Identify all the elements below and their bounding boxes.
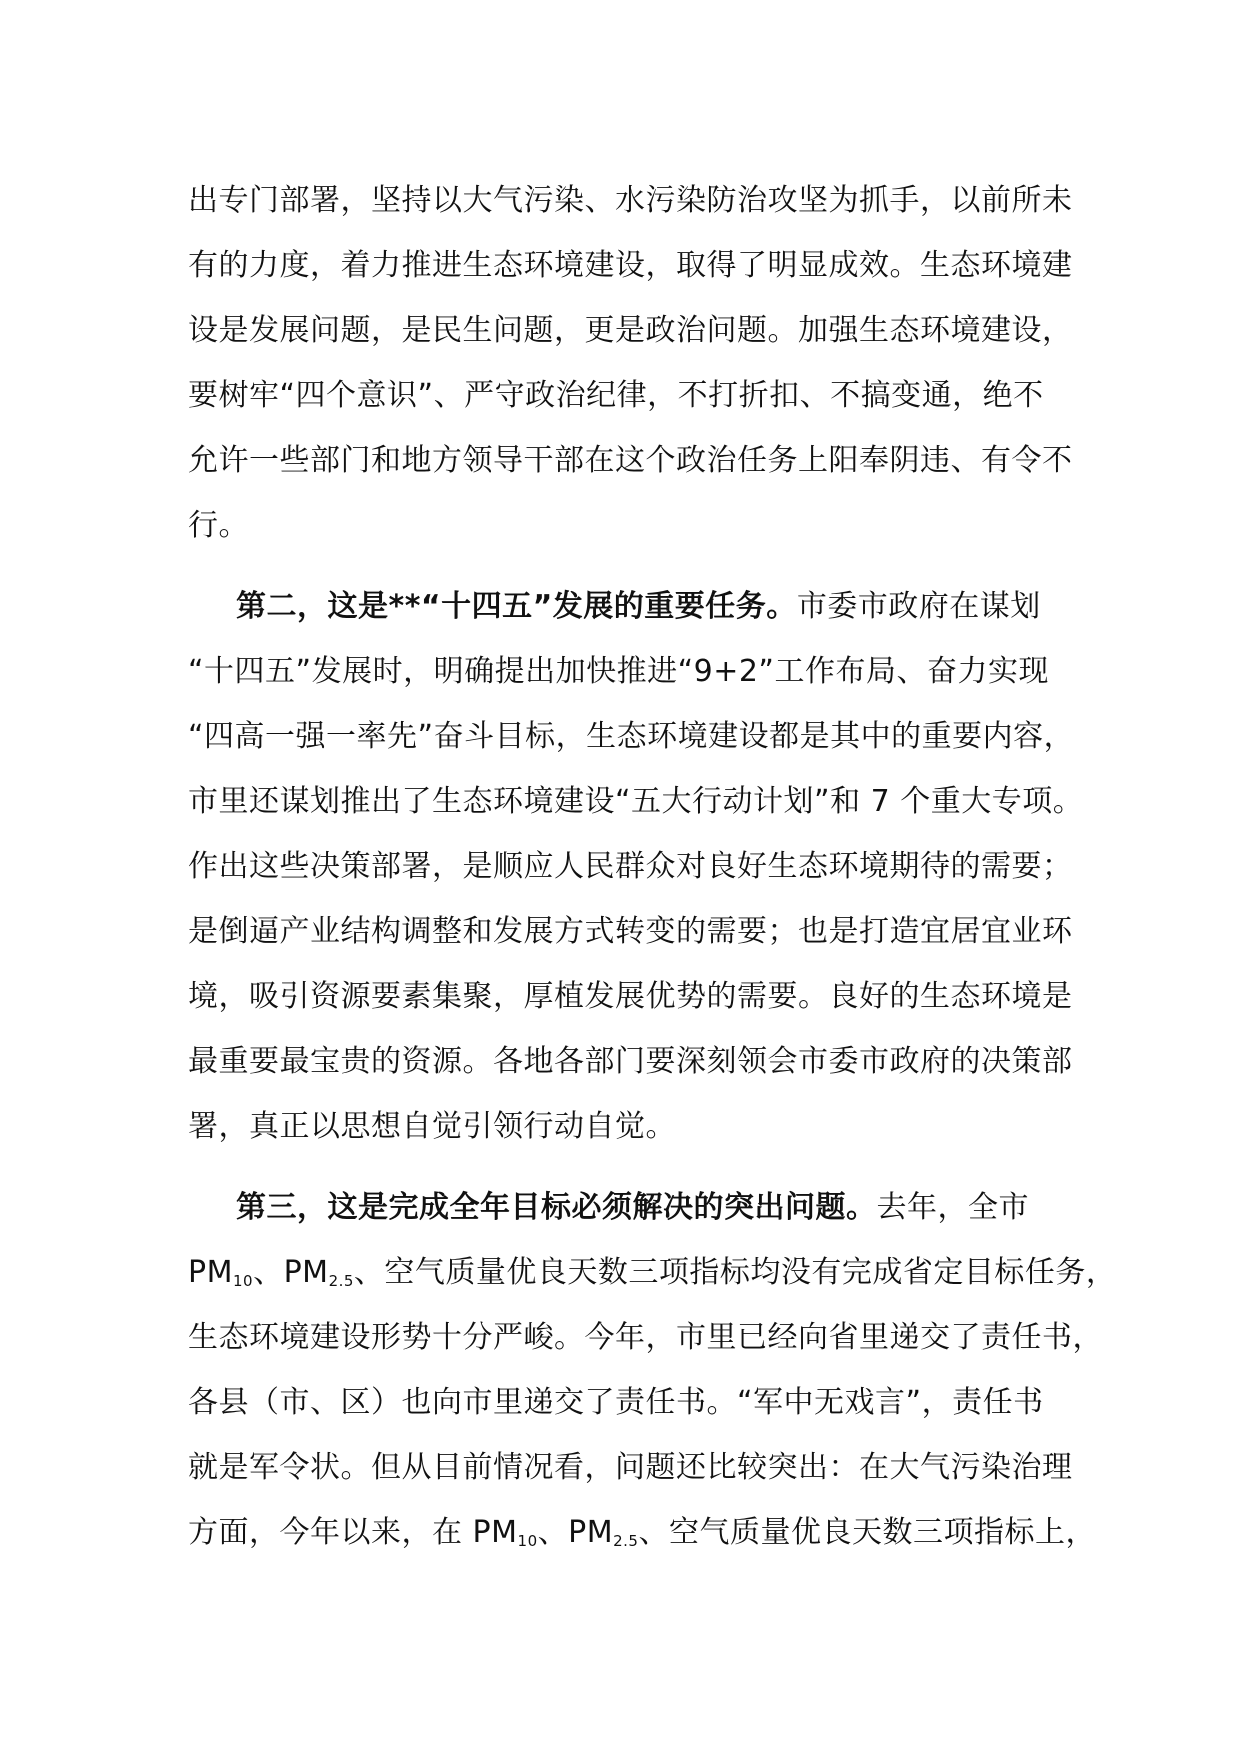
paragraph-2 (188, 574, 1084, 1159)
pm10-subscript: 10 (232, 1272, 254, 1290)
paragraph-line: 市里还谋划推出了生态环境建设“五大行动计划”和 7 个重大专项。 (188, 784, 1084, 819)
paragraph-line: 最重要最宝贵的资源。各地各部门要深刻领会市委市政府的决策部 (188, 1044, 1073, 1079)
paragraph-line: 要树牢“四个意识”、严守政治纪律，不打折扣、不搞变通，绝不 (188, 378, 1044, 413)
paragraph-line: “四高一强一率先”奋斗目标，生态环境建设都是其中的重要内容， (188, 719, 1075, 754)
pm10-subscript: 10 (517, 1532, 538, 1550)
pm10-label: PM (472, 1515, 518, 1550)
paragraph-line-text: 、空气质量优良天数三项指标上， (638, 1515, 1096, 1550)
body-text (188, 168, 1117, 1565)
paragraph-line: 境，吸引资源要素集聚，厚植发展优势的需要。良好的生态环境是 (188, 979, 1073, 1014)
paragraph-line: 有的力度，着力推进生态环境建设，取得了明显成效。生态环境建 (188, 248, 1073, 283)
paragraph-line (188, 1240, 1117, 1305)
paragraph-heading: 第二，这是**“十四五”发展的重要任务。 (236, 589, 797, 624)
paragraph-line: “十四五”发展时，明确提出加快推进“9+2”工作布局、奋力实现 (188, 654, 1049, 689)
paragraph-line (188, 1500, 1096, 1565)
paragraph-heading: 第三，这是完成全年目标必须解决的突出问题。 (236, 1190, 877, 1225)
pm25-label: PM (283, 1255, 329, 1290)
paragraph-line: 行。 (188, 508, 249, 543)
separator: 、 (253, 1255, 284, 1290)
paragraph-gap (188, 1159, 1078, 1175)
paragraph-line: 允许一些部门和地方领导干部在这个政治任务上阳奉阴违、有令不 (188, 443, 1073, 478)
paragraph-line: 生态环境建设形势十分严峻。今年，市里已经向省里递交了责任书， (188, 1320, 1103, 1355)
paragraph-line: 各县（市、区）也向市里递交了责任书。“军中无戏言”，责任书 (188, 1385, 1044, 1420)
paragraph-line: 就是军令状。但从目前情况看，问题还比较突出：在大气污染治理 (188, 1450, 1073, 1485)
paragraph-line-text: 市委市政府在谋划 (796, 589, 1041, 624)
paragraph-3 (188, 1175, 1117, 1565)
paragraph-line: 设是发展问题，是民生问题，更是政治问题。加强生态环境建设， (188, 313, 1073, 348)
pm10-label: PM (188, 1255, 233, 1290)
paragraph-line: 是倒逼产业结构调整和发展方式转变的需要；也是打造宜居宜业环 (188, 914, 1073, 949)
pm25-subscript: 2.5 (328, 1272, 354, 1290)
separator: 、 (537, 1515, 569, 1550)
paragraph-line: 出专门部署，坚持以大气污染、水污染防治攻坚为抓手，以前所未 (188, 183, 1073, 218)
paragraph-first-line (188, 574, 1078, 639)
paragraph-1 (188, 168, 1078, 558)
paragraph-gap (188, 558, 1078, 574)
paragraph-line: 署，真正以思想自觉引领行动自觉。 (188, 1109, 676, 1144)
paragraph-line-text: 去年，全市 (876, 1190, 1029, 1225)
paragraph-line-text: 、空气质量优良天数三项指标均没有完成省定目标任务， (353, 1255, 1117, 1290)
pm25-subscript: 2.5 (613, 1532, 639, 1550)
paragraph-line: 作出这些决策部署，是顺应人民群众对良好生态环境期待的需要； (188, 849, 1073, 884)
paragraph-first-line (188, 1175, 1078, 1240)
pm25-label: PM (568, 1515, 614, 1550)
paragraph-line-text: 方面，今年以来，在 (188, 1515, 473, 1550)
